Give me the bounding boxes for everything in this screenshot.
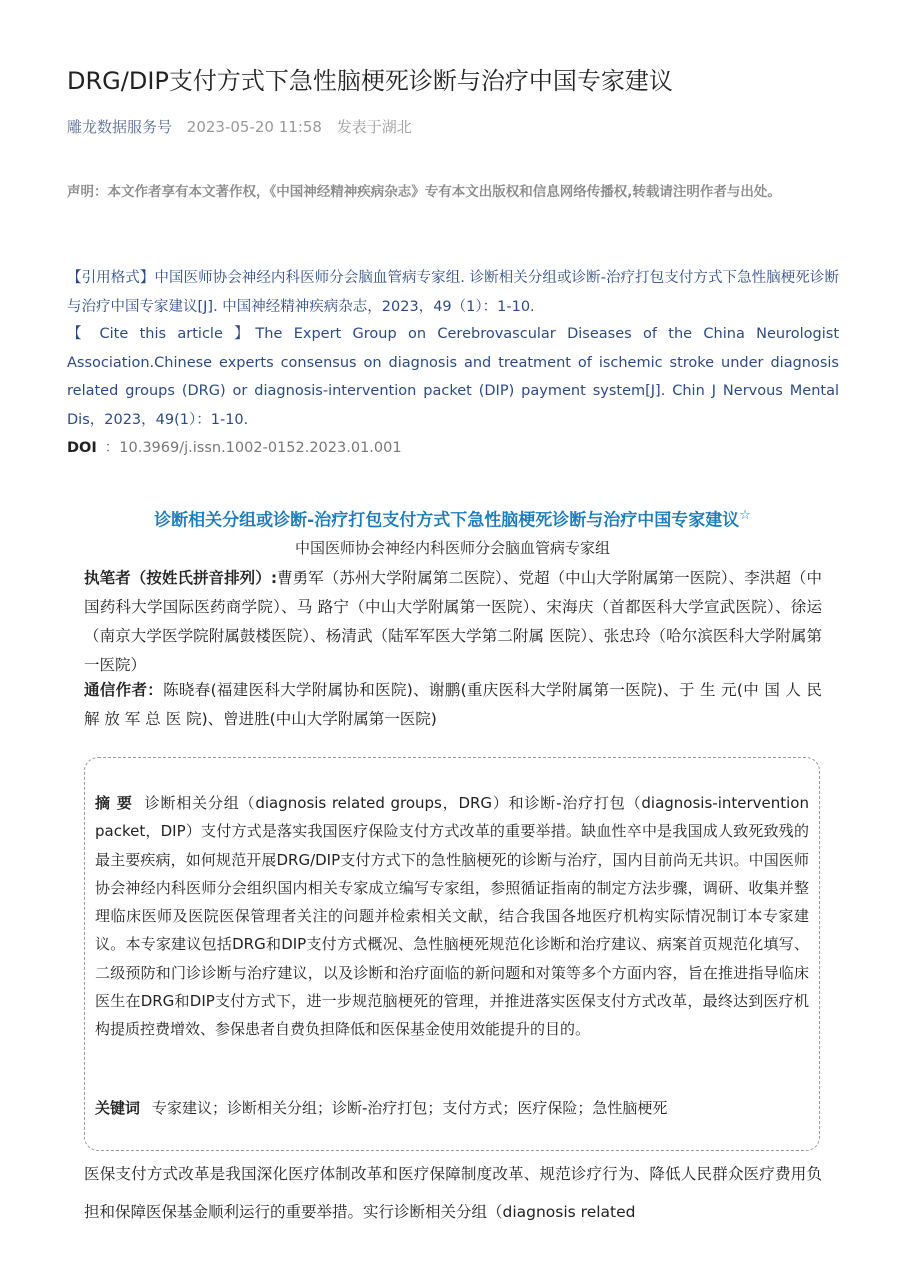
citation-english: 【 Cite this article 】The Expert Group on Cerebrovascular Diseases of the China Neurologist Association.Chinese experts consensus on diagnosis and treatment of ischemic stroke under diagnosis related groups (DRG) or diagnosis-intervention packet (DIP) payment system[J]. Chin J Nervous Mental Dis，2023，49(1）：1-10.: [67, 326, 839, 428]
account-name-link[interactable]: 雕龙数据服务号: [67, 118, 173, 136]
article-title: DRG/DIP支付方式下急性脑梗死诊断与治疗中国专家建议: [67, 67, 673, 95]
paper-title: [60, 502, 845, 535]
corresponding-label: 通信作者：: [84, 681, 164, 699]
publish-location: 发表于湖北: [336, 118, 412, 136]
paper-title-text: 诊断相关分组或诊断-治疗打包支付方式下急性脑梗死诊断与治疗中国专家建议: [154, 510, 740, 531]
doi-value: ：10.3969/j.issn.1002-0152.2023.01.001: [104, 440, 402, 456]
abstract-label: 摘 要: [95, 794, 133, 812]
writers-label: 执笔者（按姓氏拼音排列）:: [84, 569, 278, 587]
abstract-text: 诊断相关分组（diagnosis related groups，DRG）和诊断-治疗打包（diagnosis-intervention packet，DIP）支付方式是落实我国医疗保险支付方式改革的重要举措。缺血性卒中是我国成人致死致残的最主要疾病，如何规范开展DRG/DIP支付方式下的急性脑梗死的诊断与治疗，国内目前尚无共识。中国医师协会神经内科医师分会组织国内相关专家成立编写专家组，参照循证指南的制定方法步骤，调研、收集并整理临床医师及医院医保管理者关注的问题并检索相关文献，结合我国各地医疗机构实际情况制订本专家建议。本专家建议包括DRG和DIP支付方式概况、急性脑梗死规范化诊断和治疗建议、病案首页规范化填写、二级预防和门诊诊断与治疗建议，以及诊断和治疗面临的新问题和对策等多个方面内容，旨在推进指导临床医生在DRG和DIP支付方式下，进一步规范脑梗死的管理，并推进落实医保支付方式改革，最终达到医疗机构提质控费增效、参保患者自费负担降低和医保基金使用效能提升的目的。: [95, 794, 809, 1039]
abstract-box: [84, 757, 820, 1151]
abstract-paragraph: [95, 789, 809, 1044]
doi-line: [67, 434, 402, 462]
paper-organization: 中国医师协会神经内科医师分会脑血管病专家组: [294, 539, 610, 557]
keywords-text: 专家建议；诊断相关分组；诊断-治疗打包；支付方式；医疗保险；急性脑梗死: [152, 1099, 668, 1117]
keywords-label: 关键词: [95, 1099, 141, 1117]
body-paragraph: 医保支付方式改革是我国深化医疗体制改革和医疗保障制度改革、规范诊疗行为、降低人民群众医疗费用负担和保障医保基金顺利运行的重要举措。实行诊断相关分组（diagnosis related: [84, 1165, 822, 1221]
article-meta: [67, 116, 412, 138]
citation-chinese: 【引用格式】中国医师协会神经内科医师分会脑血管病专家组. 诊断相关分组或诊断-治疗打包支付方式下急性脑梗死诊断与治疗中国专家建议[J]. 中国神经精神疾病杂志，2023，49（1）：1-10.: [67, 270, 839, 315]
copyright-notice: 声明：本文作者享有本文著作权，《中国神经精神疾病杂志》专有本文出版权和信息网络传播权,转载请注明作者与出处。: [67, 184, 781, 200]
doi-label: DOI: [67, 440, 97, 456]
writers-list: [84, 564, 822, 680]
writers-names: 曹勇军（苏州大学附属第二医院）、党超（中山大学附属第一医院）、李洪超（中国药科大学国际医药商学院）、马 路宁（中山大学附属第一医院）、宋海庆（首都医科大学宣武医院）、徐运（南京大学医学院附属鼓楼医院）、杨清武（陆军军医大学第二附属 医院）、张忠玲（哈尔滨医科大学附属第一医院）: [84, 569, 822, 674]
keywords-line: [95, 1094, 809, 1122]
corresponding-names: 陈晓春(福建医科大学附属协和医院)、谢鹏(重庆医科大学附属第一医院)、于 生 元(中 国 人 民 解 放 军 总 医 院)、曾进胜(中山大学附属第一医院): [84, 681, 822, 728]
corresponding-authors: [84, 676, 822, 734]
publish-time: 2023-05-20 11:58: [186, 118, 322, 136]
star-icon: ☆: [739, 508, 751, 523]
